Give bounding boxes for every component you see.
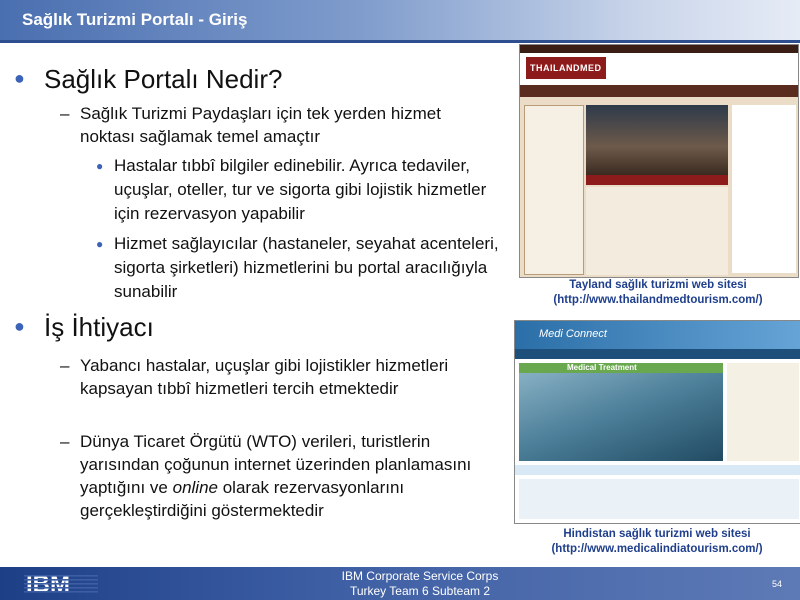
dash-icon: – (60, 432, 70, 451)
thailandmed-logo: THAILANDMED (526, 57, 606, 79)
thailand-caption: Tayland sağlık turizmi web sitesi (http://www.thailandmedtourism.com/) (553, 279, 763, 306)
hero-label: Medical Treatment (567, 363, 637, 372)
bullet-icon: ● (14, 316, 25, 336)
slide-title: Sağlık Turizmi Portalı - Giriş (22, 10, 248, 29)
slide-header (0, 0, 800, 40)
thailand-site-screenshot (519, 44, 799, 278)
footer-text: IBM Corporate Service Corps Turkey Team 6 Subteam 2 (341, 569, 499, 598)
hospital-photo (586, 105, 728, 175)
bullet-icon: ● (96, 237, 104, 251)
bullet-icon: ● (96, 159, 104, 173)
emphasis-online: online (172, 478, 218, 497)
header-divider (0, 40, 800, 43)
dash-icon: – (60, 356, 70, 375)
ibm-logo (24, 571, 98, 595)
india-site-screenshot (514, 320, 800, 524)
bullet-icon: ● (14, 68, 25, 88)
slide-footer (0, 567, 800, 600)
dash-icon: – (60, 104, 70, 123)
india-caption: Hindistan sağlık turizmi web sitesi (http://www.medicalindiatourism.com/) (551, 528, 763, 555)
mediconnect-logo: Medi Connect (539, 328, 607, 340)
hero-photo (519, 363, 723, 461)
page-number: 54 (771, 579, 782, 589)
